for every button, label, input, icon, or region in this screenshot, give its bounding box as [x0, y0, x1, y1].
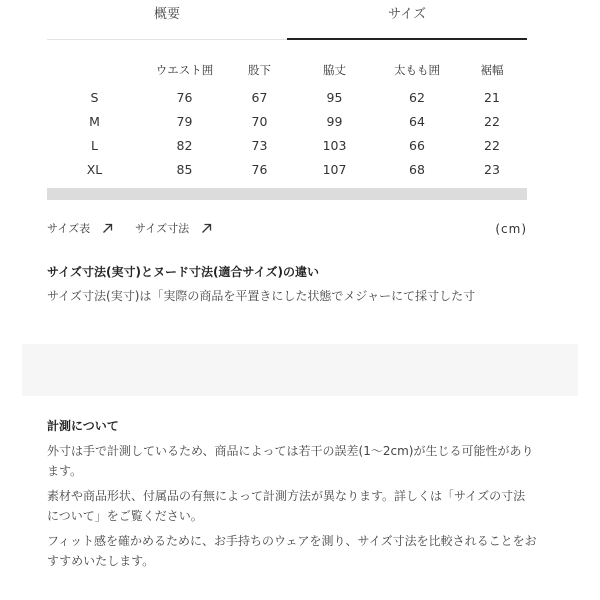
tab-size[interactable]: サイズ	[287, 0, 527, 40]
table-cell: 64	[409, 113, 425, 129]
table-row	[47, 133, 527, 157]
size-label: XL	[86, 161, 103, 177]
size-label: M	[89, 113, 100, 129]
table-cell: 82	[176, 137, 193, 153]
measurement-paragraph-1: 外寸は手で計測しているため、商品によっては若干の誤差(1〜2cm)が生じる可能性があります。	[47, 444, 534, 478]
header-inseam: 股下	[248, 63, 271, 77]
tab-overview[interactable]: 概要	[153, 7, 180, 22]
table-cell: 21	[484, 89, 500, 105]
size-label: S	[90, 89, 99, 105]
arrow-up-right-icon	[102, 223, 113, 234]
table-header-row	[47, 55, 527, 85]
table-cell: 79	[176, 113, 193, 129]
table-cell: 68	[409, 161, 425, 177]
table-cell: 70	[251, 113, 268, 129]
size-difference-heading: サイズ寸法(実寸)とヌード寸法(適合サイズ)の違い	[47, 265, 320, 279]
table-cell: 99	[326, 113, 343, 129]
table-cell: 73	[251, 137, 268, 153]
size-links-bar	[47, 220, 527, 238]
table-cell: 76	[176, 89, 193, 105]
size-dimensions-link[interactable]	[135, 220, 212, 238]
table-cell: 76	[251, 161, 268, 177]
table-cell: 62	[409, 89, 425, 105]
measurement-heading: 計測について	[47, 419, 119, 433]
table-cell: 22	[484, 113, 500, 129]
header-hem-width: 裾幅	[480, 63, 504, 77]
size-dimensions-link-label: サイズ寸法	[135, 222, 190, 235]
measurement-paragraph-2: 素材や商品形状、付属品の有無によって計測方法が異なります。詳しくは「サイズの寸法について」をご覧ください。	[47, 489, 526, 523]
table-cell: 66	[409, 137, 425, 153]
header-waist: ウエスト囲	[155, 63, 214, 77]
header-thigh: 太もも囲	[394, 63, 440, 77]
table-cell: 95	[326, 89, 343, 105]
size-label: L	[91, 137, 98, 153]
table-row	[47, 157, 527, 181]
size-chart-link-label: サイズ表	[47, 222, 91, 235]
size-chart-link[interactable]	[47, 220, 113, 238]
table-row	[47, 85, 527, 109]
table-cell: 22	[484, 137, 500, 153]
table-cell: 23	[484, 161, 500, 177]
arrow-up-right-icon	[201, 223, 212, 234]
table-cell: 103	[322, 137, 347, 153]
table-row	[47, 109, 527, 133]
size-table	[47, 55, 527, 181]
tab-bar	[47, 0, 527, 40]
table-cell: 85	[176, 161, 193, 177]
table-header-cell	[47, 55, 142, 85]
header-outseam: 脇丈	[323, 63, 346, 77]
unit-label: (cm)	[495, 222, 527, 236]
table-cell: 107	[322, 161, 347, 177]
horizontal-scrollbar[interactable]	[47, 188, 527, 200]
size-difference-text: サイズ寸法(実寸)は「実際の商品を平置きにした状態でメジャーにて採寸した寸	[47, 289, 476, 303]
fade-overlay	[22, 344, 578, 396]
table-cell: 67	[251, 89, 268, 105]
measurement-paragraph-3: フィット感を確かめるために、お手持ちのウェアを測り、サイズ寸法を比較されることをおすすめいたします。	[47, 534, 537, 568]
